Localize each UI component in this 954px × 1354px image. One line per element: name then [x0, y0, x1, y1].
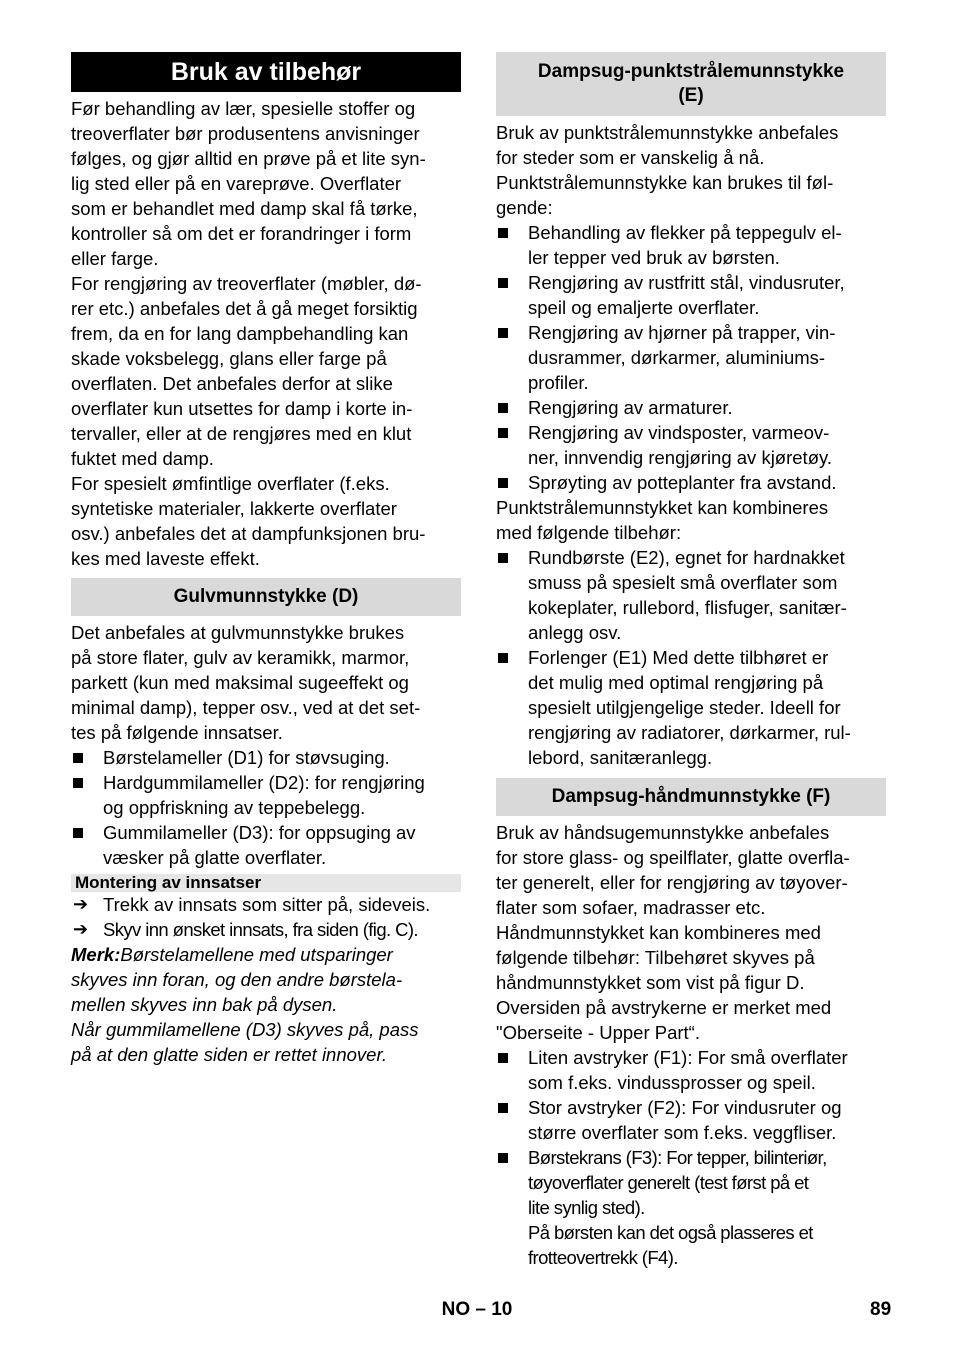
- bullet-square-icon: [498, 653, 508, 663]
- bullet-square-icon: [498, 278, 508, 288]
- hand-nozzle-body: Bruk av håndsugemunnstykke anbefales for store glass- og speilflater, glatte overfla- ter generelt, eller for rengjøring av tøyover- flater som sofaer, madrasser etc. Håndmunnstykket kan kombineres med følgende tilbehør: Tilbehøret skyves på håndmunnstykket som vist på figur D. Oversiden på avstrykerne er merket med "Oberseite - Upper Part“.: [496, 822, 850, 1043]
- list-item: Rengjøring av rustfritt stål, vindusruter, speil og emaljerte overflater.: [496, 270, 886, 320]
- hand-nozzle-list: [496, 1045, 886, 1270]
- mounting-steps: [71, 892, 461, 942]
- bullet-square-icon: [498, 478, 508, 488]
- floor-nozzle-list: [71, 745, 461, 870]
- list-item: Rengjøring av armaturer.: [496, 395, 886, 420]
- list-item: Gummilameller (D3): for oppsuging av væsker på glatte overflater.: [71, 820, 461, 870]
- spot-nozzle-heading: Dampsug-punktstrålemunnstykke (E): [496, 52, 886, 116]
- spot-nozzle-body: Bruk av punktstrålemunnstykke anbefales for steder som er vanskelig å nå. Punktstrålemunnstykke kan brukes til føl- gende:: [496, 122, 839, 218]
- bullet-square-icon: [73, 753, 83, 763]
- right-column: [496, 52, 886, 1270]
- list-item: Behandling av flekker på teppegulv el- ler tepper ved bruk av børsten.: [496, 220, 886, 270]
- list-item: Rengjøring av hjørner på trapper, vin- dusrammer, dørkarmer, aluminiums- profiler.: [496, 320, 886, 395]
- note-label: Merk:: [71, 944, 121, 965]
- intro-paragraph-3: For spesielt ømfintlige overflater (f.eks. syntetiske materialer, lakkerte overflater osv.) anbefales det at dampfunksjonen bru- kes med laveste effekt.: [71, 473, 426, 569]
- mounting-note: Merk:Børstelamellene med utsparinger skyves inn foran, og den andre børstela- mellen skyves inn bak på dysen.: [71, 944, 403, 1015]
- bullet-square-icon: [73, 828, 83, 838]
- list-item: Forlenger (E1) Med dette tilbhøret er det mulig med optimal rengjøring på spesielt utilgjengelige steder. Ideell for rengjøring av radiatorer, dørkarmer, rul- lebord, sanitæranlegg.: [496, 645, 886, 770]
- list-item: Rundbørste (E2), egnet for hardnakket smuss på spesielt små overflater som kokeplater, rullebord, flisfuger, sanitær- anlegg osv.: [496, 545, 886, 645]
- list-item: Børstelameller (D1) for støvsuging.: [71, 745, 461, 770]
- list-item: Sprøyting av potteplanter fra avstand.: [496, 470, 886, 495]
- list-item: Børstekrans (F3): For tepper, bilinteriør, tøyoverflater generelt (test først på et lite synlig sted). På børsten kan det også plasseres et frotteovertrekk (F4).: [496, 1145, 886, 1270]
- bullet-square-icon: [498, 553, 508, 563]
- floor-nozzle-body: Det anbefales at gulvmunnstykke brukes på store flater, gulv av keramikk, marmor, parkett (kun med maksimal sugeeffekt og minimal damp), tepper osv., ved at det set- tes på følgende innsatser.: [71, 622, 421, 743]
- bullet-square-icon: [73, 778, 83, 788]
- list-item: Rengjøring av vindsposter, varmeov- ner, innvendig rengjøring av kjøretøy.: [496, 420, 886, 470]
- section-title: Bruk av tilbehør: [71, 52, 461, 92]
- mounting-note-2: Når gummilamellene (D3) skyves på, pass på at den glatte siden er rettet innover.: [71, 1019, 419, 1065]
- spot-nozzle-combine: Punktstrålemunnstykket kan kombineres med følgende tilbehør:: [496, 497, 829, 543]
- floor-nozzle-heading: Gulvmunnstykke (D): [71, 578, 461, 616]
- bullet-square-icon: [498, 1153, 508, 1163]
- footer-section-label: NO – 10: [441, 1299, 513, 1320]
- hand-nozzle-heading: Dampsug-håndmunnstykke (F): [496, 778, 886, 816]
- arrow-right-icon: ➔: [73, 919, 88, 939]
- bullet-square-icon: [498, 1053, 508, 1063]
- mounting-heading: Montering av innsatser: [71, 874, 461, 892]
- list-item: ➔ Trekk av innsats som sitter på, sideveis.: [73, 894, 431, 915]
- bullet-square-icon: [498, 428, 508, 438]
- left-column: [71, 52, 461, 1067]
- spot-nozzle-list: [496, 220, 886, 495]
- bullet-square-icon: [498, 1103, 508, 1113]
- list-item: Hardgummilameller (D2): for rengjøring og oppfriskning av teppebelegg.: [71, 770, 461, 820]
- bullet-square-icon: [498, 228, 508, 238]
- intro-paragraph-1: Før behandling av lær, spesielle stoffer og treoverflater bør produsentens anvisninger følges, og gjør alltid en prøve på et lite syn- lig sted eller på en vareprøve. Overflater som er behandlet med damp skal få tørke, kontroller så om det er forandringer i form eller farge.: [71, 98, 426, 269]
- arrow-right-icon: ➔: [73, 894, 89, 914]
- spot-nozzle-accessories: [496, 545, 886, 770]
- list-item: Stor avstryker (F2): For vindusruter og større overflater som f.eks. veggfliser.: [496, 1095, 886, 1145]
- intro-paragraph-2: For rengjøring av treoverflater (møbler, dø- rer etc.) anbefales det å gå meget forsiktig frem, da en for lang dampbehandling kan skade voksbelegg, glans eller farge på overflaten. Det anbefales derfor at slike overflater kun utsettes for damp i korte in- tervaller, eller at de rengjøres med en klut fuktet med damp.: [71, 273, 422, 469]
- bullet-square-icon: [498, 403, 508, 413]
- list-item: Liten avstryker (F1): For små overflater som f.eks. vindussprosser og speil.: [496, 1045, 886, 1095]
- bullet-square-icon: [498, 328, 508, 338]
- list-item: ➔ Skyv inn ønsket innsats, fra siden (fig. C).: [73, 919, 418, 940]
- page-number: 89: [870, 1299, 892, 1320]
